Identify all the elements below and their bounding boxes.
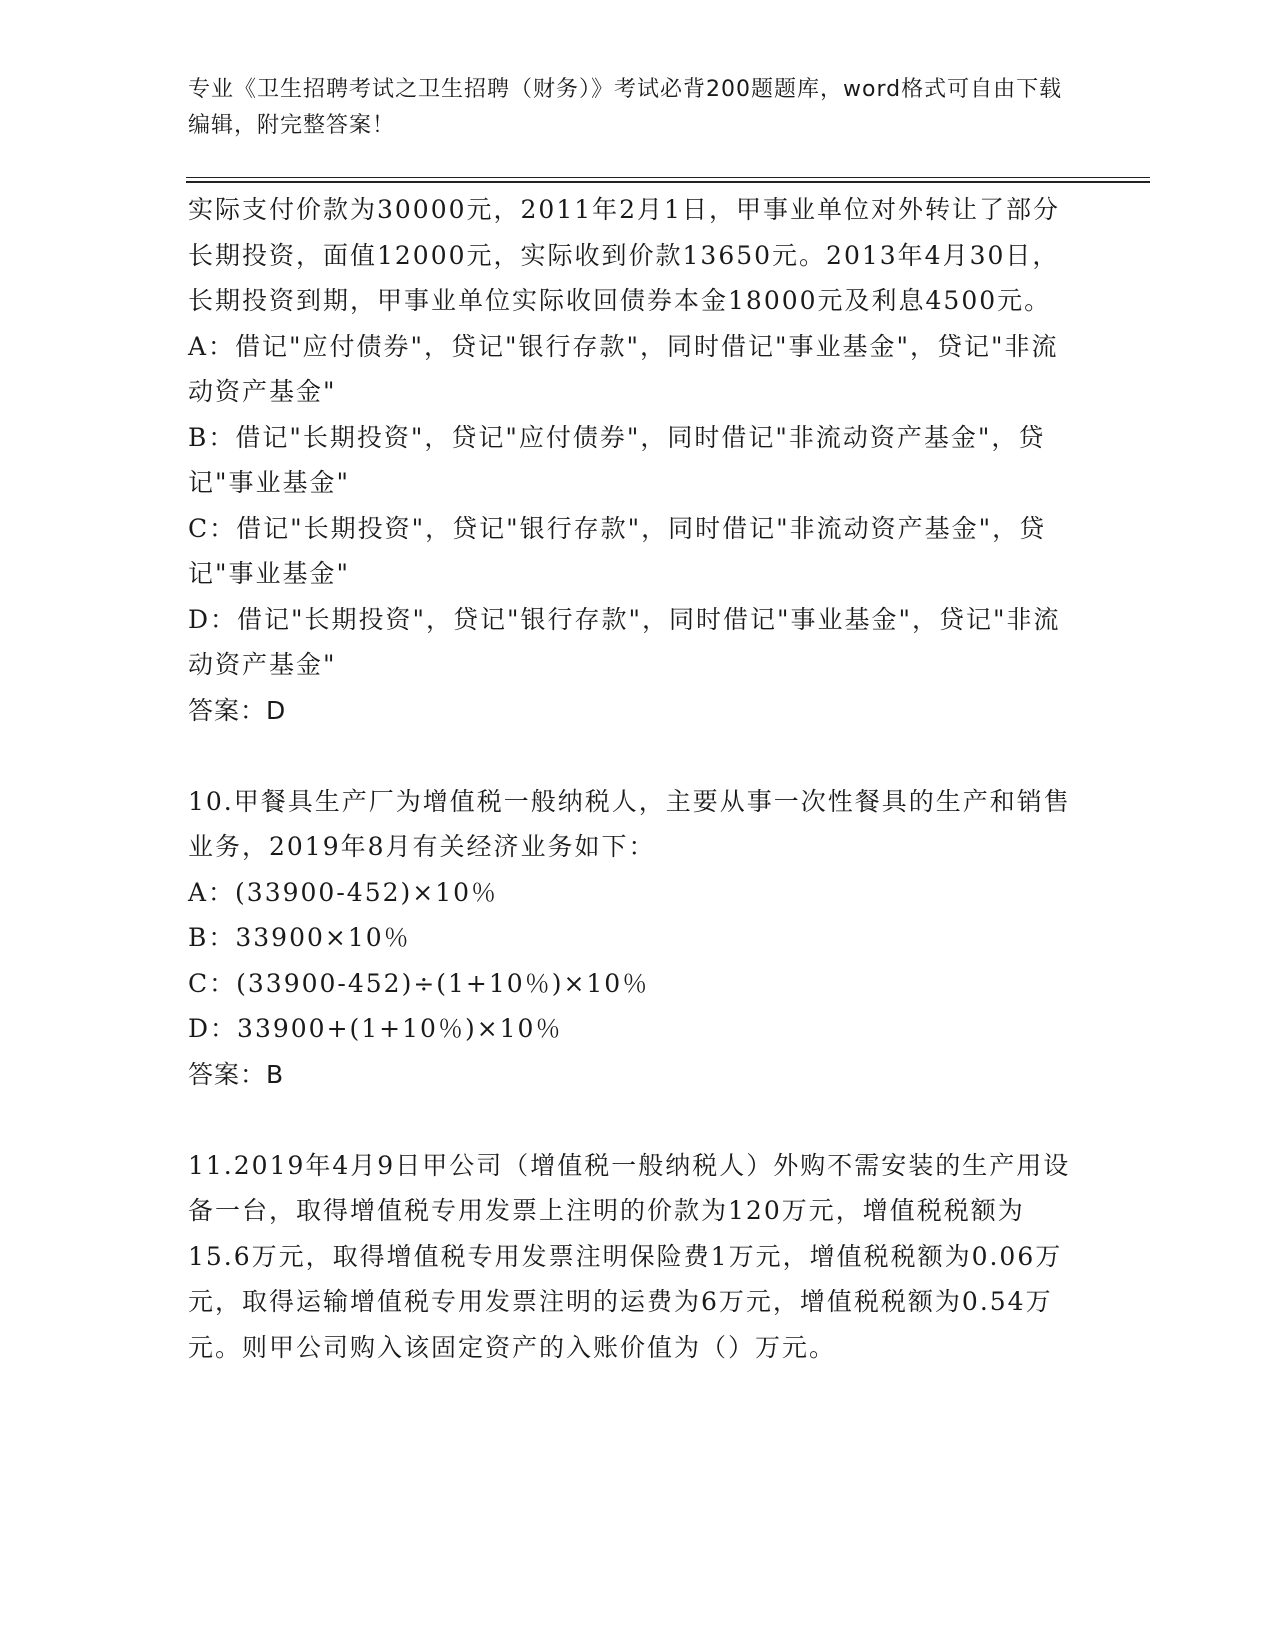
question-9: [188, 187, 1078, 733]
option-a: A：借记"应付债券"，贷记"银行存款"，同时借记"事业基金"，贷记"非流动资产基金": [188, 331, 1059, 406]
option-a: A：(33900-452)×10％: [188, 877, 499, 907]
question-stem: 10.甲餐具生产厂为增值税一般纳税人，主要从事一次性餐具的生产和销售业务，2019年8月有关经济业务如下：: [188, 786, 1071, 861]
answer-line: 答案：B: [188, 1059, 285, 1089]
header-title: 专业《卫生招聘考试之卫生招聘（财务）》考试必背200题题库，word格式可自由下载编辑，附完整答案！: [188, 77, 1063, 138]
spacer: [188, 733, 1078, 779]
question-11: [188, 1143, 1078, 1371]
header-divider-thick: [186, 181, 1150, 183]
question-stem: 11.2019年4月9日甲公司（增值税一般纳税人）外购不需安装的生产用设备一台，取得增值税专用发票上注明的价款为120万元，增值税税额为15.6万元，取得增值税专用发票注明保险费1万元，增值税税额为0.06万元，取得运输增值税专用发票注明的运费为6万元，增值税税额为0.54万元。则甲公司购入该固定资产的入账价值为（）万元。: [188, 1150, 1071, 1362]
header-divider-thin: [186, 177, 1150, 178]
document-body: [188, 187, 1078, 1370]
option-b: B：借记"长期投资"，贷记"应付债券"，同时借记"非流动资产基金"，贷记"事业基金": [188, 422, 1046, 497]
option-c: C：借记"长期投资"，贷记"银行存款"，同时借记"非流动资产基金"，贷记"事业基金": [188, 513, 1047, 588]
option-b: B：33900×10％: [188, 923, 411, 952]
question-10: [188, 779, 1078, 1098]
spacer: [188, 1097, 1078, 1143]
option-d: D：33900+(1+10％)×10％: [188, 1014, 563, 1043]
document-header: [188, 72, 1068, 144]
option-d: D：借记"长期投资"，贷记"银行存款"，同时借记"事业基金"，贷记"非流动资产基金": [188, 604, 1061, 679]
answer-line: 答案：D: [188, 695, 287, 725]
option-c: C：(33900-452)÷(1+10％)×10％: [188, 968, 650, 998]
question-stem: 实际支付价款为30000元，2011年2月1日，甲事业单位对外转让了部分长期投资，面值12000元，实际收到价款13650元。2013年4月30日，长期投资到期，甲事业单位实际收回债券本金18000元及利息4500元。: [188, 195, 1060, 315]
